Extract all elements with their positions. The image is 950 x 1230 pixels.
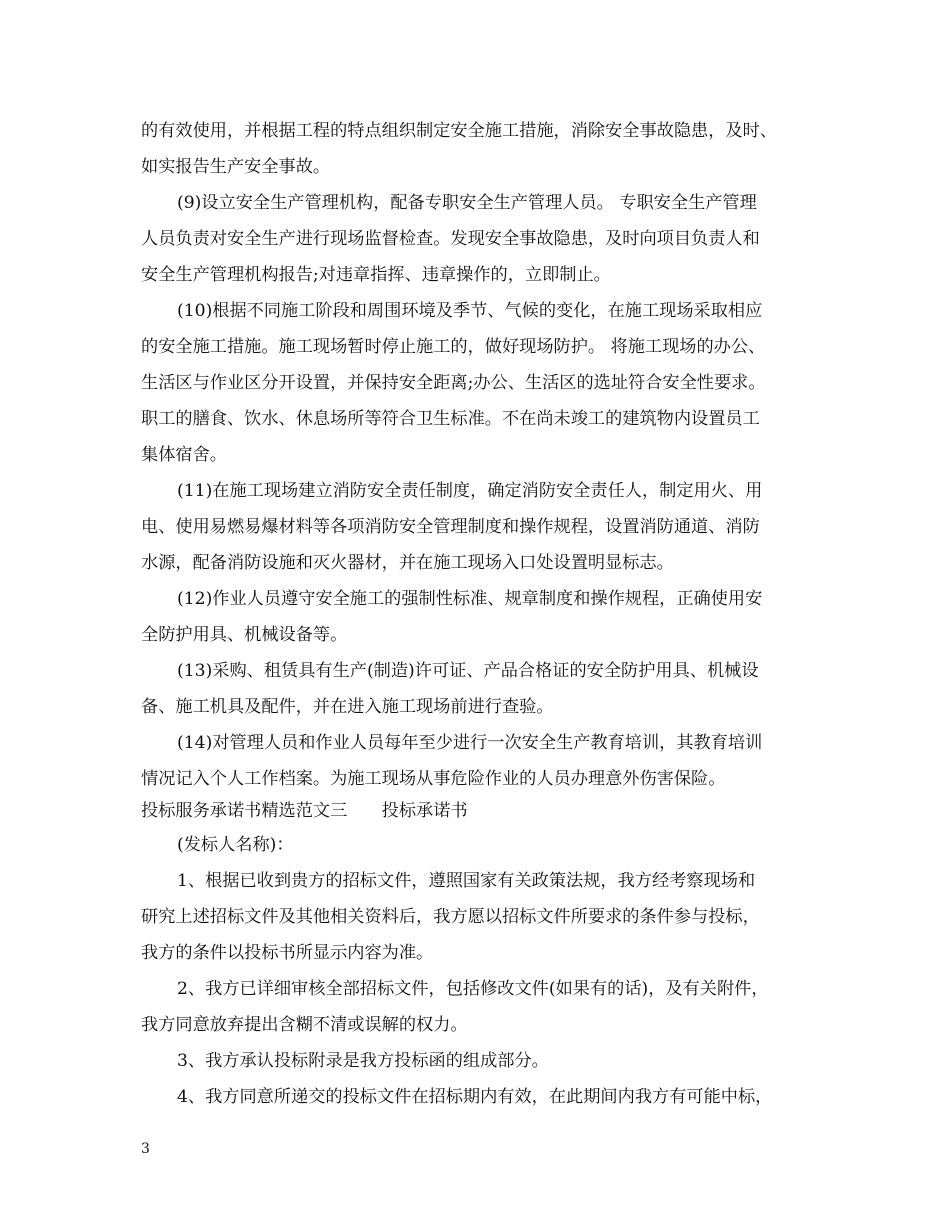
body-text-line: 人员负责对安全生产进行现场监督检查。发现安全事故隐患，及时向项目负责人和	[141, 229, 760, 249]
addressee-line: (发标人名称)：	[177, 835, 294, 855]
list-item-10: (10)根据不同施工阶段和周围环境及季节、气候的变化，在施工现场采取相应	[177, 301, 763, 321]
body-text-line: 水源，配备消防设施和灭火器材，并在施工现场入口处设置明显标志。	[141, 553, 674, 573]
body-text-line: 情况记入个人工作档案。为施工现场从事危险作业的人员办理意外伤害保险。	[141, 769, 726, 789]
body-text-line: 我方同意放弃提出含糊不清或误解的权力。	[141, 1015, 468, 1035]
clause-3: 3、我方承认投标附录是我方投标函的组成部分。	[177, 1051, 549, 1071]
clause-4: 4、我方同意所递交的投标文件在招标期内有效，在此期间内我方有可能中标，	[177, 1087, 773, 1107]
body-text-line: 全防护用具、机械设备等。	[141, 625, 348, 645]
body-text-line: 研究上述招标文件及其他相关资料后，我方愿以招标文件所要求的条件参与投标，	[141, 907, 760, 927]
list-item-12: (12)作业人员遵守安全施工的强制性标准、规章制度和操作规程，正确使用安	[177, 589, 763, 609]
list-item-13: (13)采购、租赁具有生产(制造)许可证、产品合格证的安全防护用具、机械设	[177, 661, 759, 681]
body-text-line: 的有效使用，并根据工程的特点组织制定安全施工措施，消除安全事故隐患，及时、	[141, 121, 777, 141]
page-number: 3	[141, 1141, 150, 1157]
body-text-line: 生活区与作业区分开设置，并保持安全距离;办公、生活区的选址符合安全性要求。	[141, 373, 766, 393]
clause-2: 2、我方已详细审核全部招标文件，包括修改文件(如果有的话)，及有关附件，	[177, 979, 769, 999]
body-text-line: 职工的膳食、饮水、休息场所等符合卫生标准。不在尚未竣工的建筑物内设置员工	[141, 409, 760, 429]
body-text-line: 我方的条件以投标书所显示内容为准。	[141, 943, 434, 963]
body-text-line: 如实报告生产安全事故。	[141, 157, 331, 177]
body-text-line: 备、施工机具及配件，并在进入施工现场前进行查验。	[141, 697, 554, 717]
body-text-line: 的安全施工措施。施工现场暂时停止施工的，做好现场防护。 将施工现场的办公、	[141, 337, 766, 357]
list-item-11: (11)在施工现场建立消防安全责任制度，确定消防安全责任人，制定用火、用	[177, 481, 763, 501]
body-text-line: 集体宿舍。	[141, 445, 227, 465]
list-item-9: (9)设立安全生产管理机构，配备专职安全生产管理人员。 专职安全生产管理	[177, 193, 757, 213]
body-text-line: 安全生产管理机构报告;对违章指挥、违章操作的，立即制止。	[141, 265, 611, 285]
list-item-14: (14)对管理人员和作业人员每年至少进行一次安全生产教育培训，其教育培训	[177, 733, 763, 753]
clause-1: 1、根据已收到贵方的招标文件，遵照国家有关政策法规，我方经考察现场和	[177, 871, 756, 891]
body-text-line: 电、使用易燃易爆材料等各项消防安全管理制度和操作规程，设置消防通道、消防	[141, 517, 760, 537]
section-heading: 投标服务承诺书精选范文三 投标承诺书	[141, 801, 468, 821]
